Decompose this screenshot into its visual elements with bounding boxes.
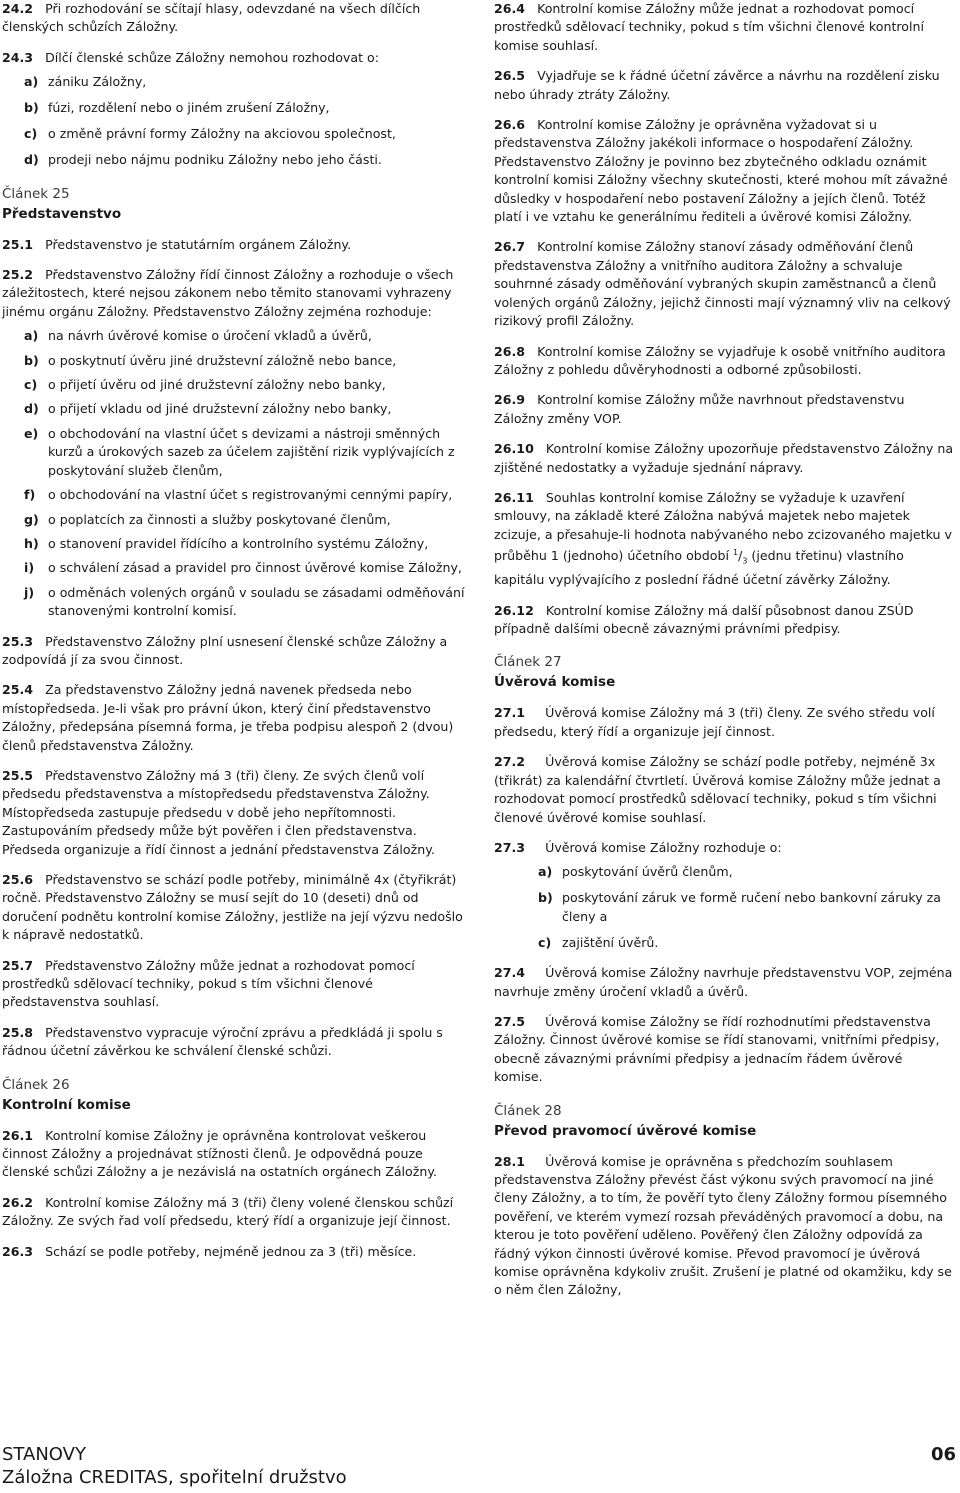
list-text: o stanovení pravidel řídícího a kontrolního systému Záložny, [48, 535, 429, 551]
list-item [24, 486, 465, 504]
paragraph-number: 26.4 [494, 1, 526, 16]
paragraph-24-3 [2, 49, 465, 67]
list-item [24, 73, 465, 91]
list-text: o poplatcích za činnosti a služby poskytované členům, [48, 511, 391, 527]
paragraph-number: 27.1 [494, 705, 526, 721]
fraction-denominator: 3 [742, 556, 748, 566]
list-item [24, 425, 465, 480]
article-heading-28 [494, 1101, 954, 1141]
article-title: Kontrolní komise [2, 1096, 131, 1113]
paragraph-27-2 [494, 753, 954, 827]
paragraph-text: Představenstvo je statutárním orgánem Záložny. [45, 236, 352, 252]
list-letter: a) [538, 864, 553, 880]
paragraph-number: 26.2 [2, 1194, 34, 1210]
list-text: prodeji nebo nájmu podniku Záložny nebo jeho části. [48, 152, 382, 168]
list-text: o schválení zásad a pravidel pro činnost úvěrové komise Záložny, [48, 560, 462, 576]
paragraph-text: Představenstvo Záložny plní usnesení členské schůze Záložny a zodpovídá jí za svou činnost. [2, 633, 448, 667]
list-text: poskytování záruk ve formě ručení nebo bankovní záruky za členy a [562, 890, 941, 924]
paragraph-25-4 [2, 681, 465, 755]
paragraph-number: 27.4 [494, 965, 526, 981]
paragraph-text: Kontrolní komise Záložny může navrhnout představenstvu Záložny změny VOP. [494, 392, 905, 426]
list-letter: c) [538, 934, 552, 950]
list-item [24, 327, 465, 345]
paragraph-number: 24.2 [2, 1, 34, 16]
paragraph-number: 26.11 [494, 489, 534, 505]
list-item [24, 511, 465, 529]
list-letter: g) [24, 511, 39, 527]
list-letter: c) [24, 377, 38, 393]
paragraph-number: 26.6 [494, 117, 526, 133]
paragraph-text: Úvěrová komise je oprávněna s předchozím souhlasem představenstva Záložny převést část výkonu svých pravomocí na jiné členy Záložny, a to tím, že pověří tyto členy Záložny formou písemného pověření, ve kterém vymezí rozsah převáděných pravomocí a dobu, na kterou je toto pověření uděleno. Pověřený člen Záložny odpovídá za řádný výkon činnosti úvěrové komise. Převod pravomocí je úvěrová komise oprávněna kdykoliv zrušit. Zrušení je platné od okamžiku, kdy se o něm člen Záložny, [494, 1153, 952, 1298]
footer-subtitle: Záložna CREDITAS, spořitelní družstvo [2, 1467, 347, 1488]
list-item [538, 934, 954, 952]
list-item [24, 535, 465, 553]
paragraph-25-7 [2, 957, 465, 1012]
list-27-3 [494, 863, 954, 952]
paragraph-number: 25.8 [2, 1024, 34, 1040]
paragraph-text: Představenstvo vypracuje výroční zprávu a předkládá ji spolu s řádnou účetní závěrkou ke schválení členské schůzi. [2, 1024, 443, 1059]
list-text: o obchodování na vlastní účet s devizami a nástroji směnných kurzů a úrokových sazeb za účelem zajištění rizik vyplývajících z poskytování služeb členům, [48, 425, 455, 478]
paragraph-25-3 [2, 633, 465, 670]
list-item [538, 889, 954, 926]
paragraph-number: 25.3 [2, 633, 34, 649]
paragraph-text: Kontrolní komise Záložny stanoví zásady odměňování členů představenstva Záložny a vnitřního auditora Záložny a schvaluje souhrnné zásady odměňování vybraných skupin zaměstnanců a členů volených orgánů Záložny, jejichž činnosti mají významný vliv na celkový rizikový profil Záložny. [494, 239, 951, 329]
paragraph-text: Úvěrová komise Záložny má 3 (tři) členy. Ze svého středu volí předsedu, který řídí a organizuje její činnost. [494, 705, 935, 739]
paragraph-number: 26.12 [494, 602, 534, 618]
paragraph-26-5 [494, 67, 954, 104]
paragraph-26-10 [494, 440, 954, 477]
footer-title: STANOVY [2, 1444, 86, 1465]
paragraph-text: Představenstvo Záložny řídí činnost Záložny a rozhoduje o všech záležitostech, které nejsou zákonem nebo těmito stanovami vyhrazeny jinému orgánu Záložny. Představenstvo Záložny zejména rozhoduje: [2, 267, 454, 319]
paragraph-text: Úvěrová komise Záložny se schází podle potřeby, nejméně 3x (třikrát) za kalendářní čtvrtletí. Úvěrová komise Záložny může jednat a rozhodovat pomocí prostředků sdělovací techniky, pokud s tím všichni členové úvěrové komise souhlasí. [494, 754, 941, 825]
paragraph-number: 26.8 [494, 343, 526, 359]
paragraph-number: 25.6 [2, 872, 34, 887]
list-letter: e) [24, 425, 39, 441]
paragraph-text: Při rozhodování se sčítají hlasy, odevzdané na všech dílčích členských schůzích Záložny. [2, 1, 421, 35]
paragraph-26-6 [494, 116, 954, 226]
paragraph-text: Kontrolní komise Záložny se vyjadřuje k osobě vnitřního auditora Záložny z pohledu důvěryhodnosti a odborné způsobilosti. [494, 343, 946, 377]
paragraph-text: Kontrolní komise Záložny upozorňuje představenstvo Záložny na zjištěné nedostatky a vyžaduje sjednání nápravy. [494, 441, 954, 475]
paragraph-text: Úvěrová komise Záložny navrhuje představenstvu VOP, zejména navrhuje změny úročení vkladů a úvěrů. [494, 965, 953, 999]
list-text: zajištění úvěrů. [562, 934, 659, 950]
paragraph-26-4 [494, 0, 954, 55]
paragraph-number: 27.3 [494, 839, 526, 855]
article-heading-25 [2, 184, 465, 224]
paragraph-text: Za představenstvo Záložny jedná navenek předseda nebo místopředseda. Je-li však pro právní úkon, který činí představenstvo Záložny, předepsána písemná forma, je třeba podpisu alespoň 2 (dvou) členů představenstva Záložny. [2, 682, 454, 753]
paragraph-text: Vyjadřuje se k řádné účetní závěrce a návrhu na rozdělení zisku nebo úhrady ztráty Záložny. [494, 68, 940, 102]
paragraph-27-1 [494, 704, 954, 741]
list-text: o obchodování na vlastní účet s registrovanými cennými papíry, [48, 487, 453, 503]
paragraph-text: Kontrolní komise Záložny je oprávněna kontrolovat veškerou činnost Záložny a projednávat stížnosti členů. Je odpovědná pouze členské schůzi Záložny a je nezávislá na ostatních orgánech Záložny. [2, 1127, 437, 1180]
paragraph-25-1 [2, 236, 465, 254]
article-title: Představenstvo [2, 205, 122, 222]
list-text: o přijetí vkladu od jiné družstevní záložny nebo banky, [48, 401, 392, 417]
paragraph-25-2 [2, 266, 465, 321]
fraction-slash: / [738, 548, 743, 564]
list-item [24, 559, 465, 577]
paragraph-number: 25.1 [2, 236, 34, 252]
paragraph-26-1 [2, 1127, 465, 1182]
list-letter: h) [24, 535, 39, 551]
paragraph-26-12 [494, 602, 954, 639]
paragraph-number: 26.9 [494, 392, 526, 408]
list-item [24, 400, 465, 418]
list-item [24, 352, 465, 370]
list-letter: d) [24, 152, 39, 168]
right-column [494, 0, 954, 1312]
paragraph-text: (jednu třetinu) vlastního kapitálu vyplývajícího z poslední řádné účetní závěrky Záložny. [494, 548, 904, 588]
list-letter: i) [24, 560, 35, 576]
paragraph-number: 26.5 [494, 68, 526, 84]
paragraph-28-1 [494, 1153, 954, 1300]
list-25-2 [2, 327, 465, 620]
paragraph-text: Kontrolní komise Záložny má další působnost danou ZSÚD případně dalšími obecně závaznými právními předpisy. [494, 602, 914, 637]
paragraph-25-8 [2, 1024, 465, 1061]
list-text: o poskytnutí úvěru jiné družstevní záložně nebo bance, [48, 352, 397, 368]
paragraph-27-4 [494, 964, 954, 1001]
article-title: Úvěrová komise [494, 674, 616, 691]
paragraph-number: 26.3 [2, 1243, 34, 1259]
list-text: zániku Záložny, [48, 74, 147, 90]
article-label: Článek 28 [494, 1102, 562, 1119]
list-item [24, 99, 465, 117]
paragraph-25-6 [2, 871, 465, 945]
paragraph-27-3 [494, 839, 954, 857]
page-footer [2, 1444, 956, 1490]
page-number: 06 [930, 1444, 956, 1465]
list-24-3 [2, 73, 465, 169]
left-column [2, 0, 465, 1273]
list-text: o změně právní formy Záložny na akciovou společnost, [48, 126, 396, 142]
paragraph-text: Představenstvo Záložny má 3 (tři) členy. Ze svých členů volí předsedu představenstva a místopředsedu představenstva Záložny. Místopředseda zastupuje předsedu v době jeho nepřítomnosti. Zastupováním předsedy může být pověřen i člen představenstva. Předseda organizuje a řídí činnost a jednání představenstva Záložny. [2, 767, 435, 857]
article-heading-27 [494, 652, 954, 692]
fraction-numerator: 1 [732, 548, 739, 558]
paragraph-text: Souhlas kontrolní komise Záložny se vyžaduje k uzavření smlouvy, na základě které Záložna nabývá majetek nebo majetek zcizuje, a přesahuje-li hodnota nabývaného nebo zcizovaného majetku v průběhu 1 (jednoho) účetního období [494, 489, 952, 564]
paragraph-25-5 [2, 767, 465, 859]
paragraph-number: 25.2 [2, 267, 34, 283]
paragraph-text: Kontrolní komise Záložny je oprávněna vyžadovat si u představenstva Záložny jakékoli informace o hospodaření Záložny. Představenstvo Záložny je povinno bez zbytečného odkladu oznámit kontrolní komisi Záložny všechny skutečnosti, které mohou mít závažné důsledky v hospodaření nebo postavení Záložny a jejích členů. Totéž platí i ve vztahu ke generálnímu řediteli a úvěrové komisi Záložny. [494, 117, 948, 225]
list-letter: b) [24, 100, 39, 116]
paragraph-26-2 [2, 1194, 465, 1231]
list-letter: c) [24, 126, 38, 142]
paragraph-number: 25.4 [2, 682, 34, 698]
paragraph-26-9 [494, 391, 954, 428]
list-item [24, 151, 465, 169]
list-letter: a) [24, 74, 39, 90]
list-item [24, 584, 465, 621]
paragraph-text: Schází se podle potřeby, nejméně jednou za 3 (tři) měsíce. [45, 1243, 417, 1259]
paragraph-number: 26.1 [2, 1127, 34, 1143]
list-letter: f) [24, 487, 36, 503]
paragraph-number: 28.1 [494, 1153, 526, 1169]
article-label: Článek 27 [494, 654, 562, 671]
paragraph-text: Představenstvo se schází podle potřeby, minimálně 4x (čtyřikrát) ročně. Představenstvo Záložny se musí sejít do 10 (deseti) dnů od doručení podnětu kontrolní komise Záložny, jestliže na její výzvu nedošlo k nápravě nedostatků. [2, 872, 463, 943]
paragraph-text: Úvěrová komise Záložny rozhoduje o: [545, 839, 782, 855]
paragraph-text: Kontrolní komise Záložny může jednat a rozhodovat pomocí prostředků sdělovací techniky, pokud s tím všichni členové kontrolní komise souhlasí. [494, 1, 924, 53]
paragraph-26-3 [2, 1243, 465, 1261]
list-item [24, 376, 465, 394]
article-label: Článek 26 [2, 1076, 70, 1093]
paragraph-text: Dílčí členské schůze Záložny nemohou rozhodovat o: [45, 49, 379, 65]
list-text: poskytování úvěrů členům, [562, 864, 733, 880]
paragraph-text: Představenstvo Záložny může jednat a rozhodovat pomocí prostředků sdělovací techniky, pokud s tím všichni členové představenstva souhlasí. [2, 957, 415, 1010]
list-text: o odměnách volených orgánů v souladu se zásadami odměňování stanovenými kontrolní komisí. [48, 584, 465, 619]
paragraph-24-2 [2, 0, 465, 37]
paragraph-number: 25.5 [2, 767, 34, 783]
paragraph-number: 27.5 [494, 1013, 526, 1029]
list-item [24, 125, 465, 143]
paragraph-26-8 [494, 343, 954, 380]
paragraph-number: 26.10 [494, 441, 534, 457]
list-text: fúzi, rozdělení nebo o jiném zrušení Záložny, [48, 100, 330, 116]
paragraph-number: 25.7 [2, 957, 34, 973]
article-title: Převod pravomocí úvěrové komise [494, 1122, 757, 1139]
list-letter: b) [24, 352, 39, 368]
list-letter: j) [24, 584, 35, 600]
list-letter: a) [24, 328, 39, 344]
paragraph-text: Kontrolní komise Záložny má 3 (tři) členy volené členskou schůzí Záložny. Ze svých řad volí předsedu, který řídí a organizuje její činnost. [2, 1194, 454, 1229]
list-letter: d) [24, 401, 39, 417]
paragraph-26-11 [494, 489, 954, 590]
article-heading-26 [2, 1075, 465, 1115]
list-item [538, 863, 954, 881]
paragraph-number: 24.3 [2, 49, 34, 65]
article-label: Článek 25 [2, 185, 70, 202]
paragraph-text: Úvěrová komise Záložny se řídí rozhodnutími představenstva Záložny. Činnost úvěrové komise se řídí stanovami, vnitřními předpisy, obecně závaznými právními předpisy a jednacím řádem úvěrové komise. [494, 1013, 940, 1085]
list-text: o přijetí úvěru od jiné družstevní záložny nebo banky, [48, 377, 386, 393]
list-text: na návrh úvěrové komise o úročení vkladů a úvěrů, [48, 328, 372, 344]
paragraph-27-5 [494, 1013, 954, 1087]
list-letter: b) [538, 890, 553, 906]
paragraph-number: 26.7 [494, 239, 526, 255]
paragraph-number: 27.2 [494, 754, 526, 770]
paragraph-26-7 [494, 238, 954, 330]
